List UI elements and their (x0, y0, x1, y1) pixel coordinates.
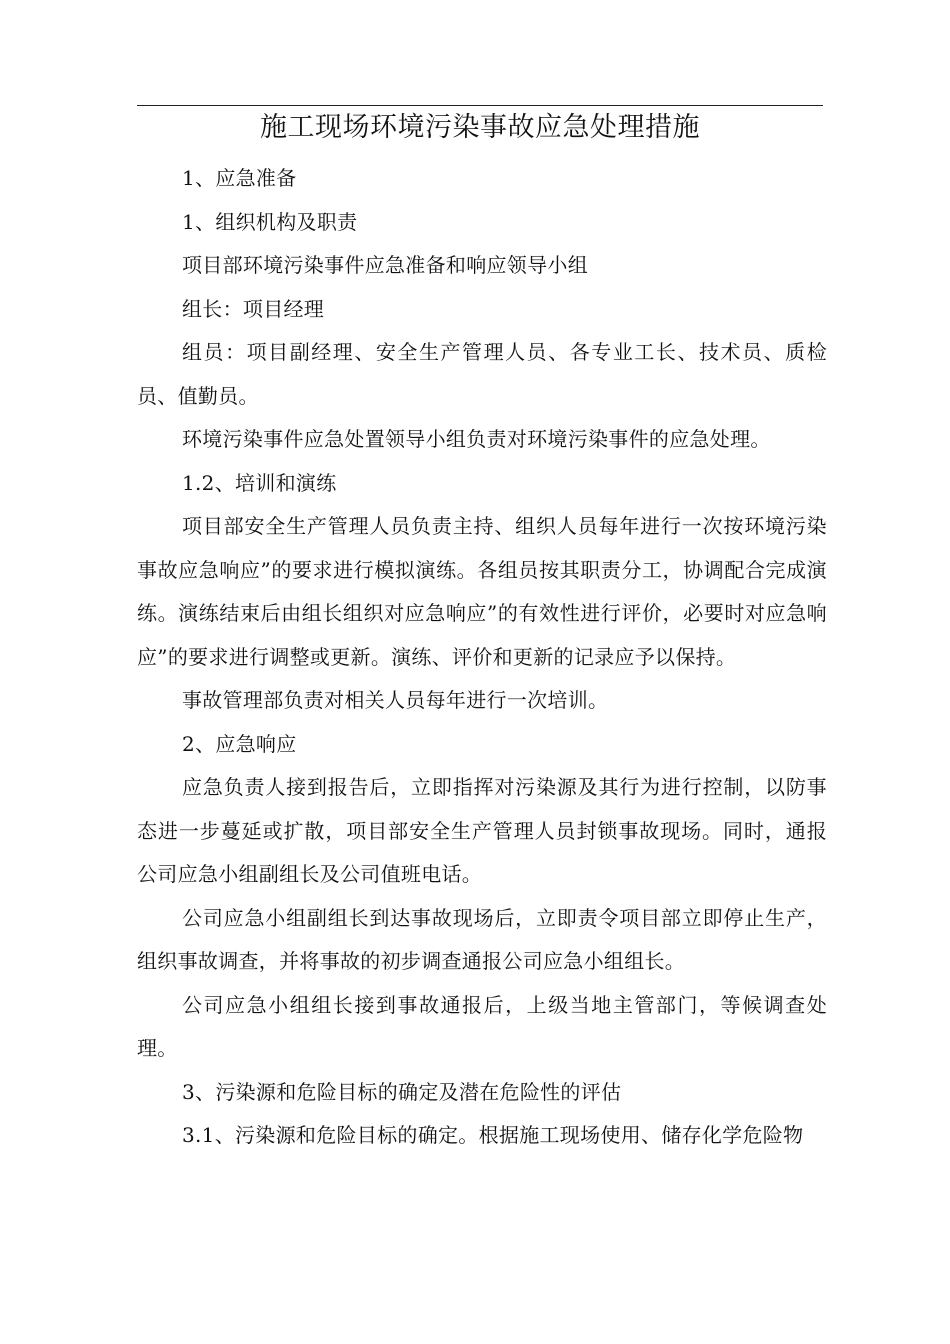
paragraph-leadership-group: 项目部环境污染事件应急准备和响应领导小组 (182, 253, 588, 277)
section-heading-emergency-preparation: 1、应急准备 (182, 166, 297, 190)
paragraph-deputy-leader-arrival: 公司应急小组副组长到达事故现场后，立即责令项目部立即停止生产，组织事故调查，并将事故的初步调查通报公司应急小组组长。 (137, 905, 827, 973)
subsection-heading-training: 1.2、培训和演练 (182, 470, 337, 495)
paragraph-source-identification: 3.1、污染源和危险目标的确定。根据施工现场使用、储存化学危险物 (182, 1123, 804, 1147)
section-heading-emergency-response: 2、应急响应 (182, 731, 297, 756)
paragraph-group-members: 组员：项目副经理、安全生产管理人员、各专业工长、技术员、质检员、值勤员。 (137, 340, 827, 408)
header-rule (137, 105, 823, 106)
subsection-heading-organization: 1、组织机构及职责 (182, 209, 358, 234)
paragraph-group-responsibility: 环境污染事件应急处置领导小组负责对环境污染事件的应急处理。 (182, 427, 771, 451)
paragraph-annual-training: 事故管理部负责对相关人员每年进行一次培训。 (182, 688, 609, 712)
paragraph-leader-report: 公司应急小组组长接到事故通报后，上级当地主管部门，等候调查处理。 (137, 992, 827, 1060)
document-body (137, 157, 827, 1158)
paragraph-drill: 项目部安全生产管理人员负责主持、组织人员每年进行一次按环境污染事故应急响应”的要求进行模拟演练。各组员按其职责分工，协调配合完成演练。演练结束后由组长组织对应急响应”的有效性进行评价，必要时对应急响应”的要求进行调整或更新。演练、评价和更新的记录应予以保持。 (137, 514, 827, 669)
paragraph-response-control: 应急负责人接到报告后，立即指挥对污染源及其行为进行控制，以防事态进一步蔓延或扩散，项目部安全生产管理人员封锁事故现场。同时，通报公司应急小组副组长及公司值班电话。 (137, 775, 827, 886)
document-title: 施工现场环境污染事故应急处理措施 (260, 112, 700, 143)
section-heading-pollution-sources: 3、污染源和危险目标的确定及潜在危险性的评估 (182, 1079, 622, 1104)
paragraph-group-leader: 组长：项目经理 (182, 296, 325, 321)
